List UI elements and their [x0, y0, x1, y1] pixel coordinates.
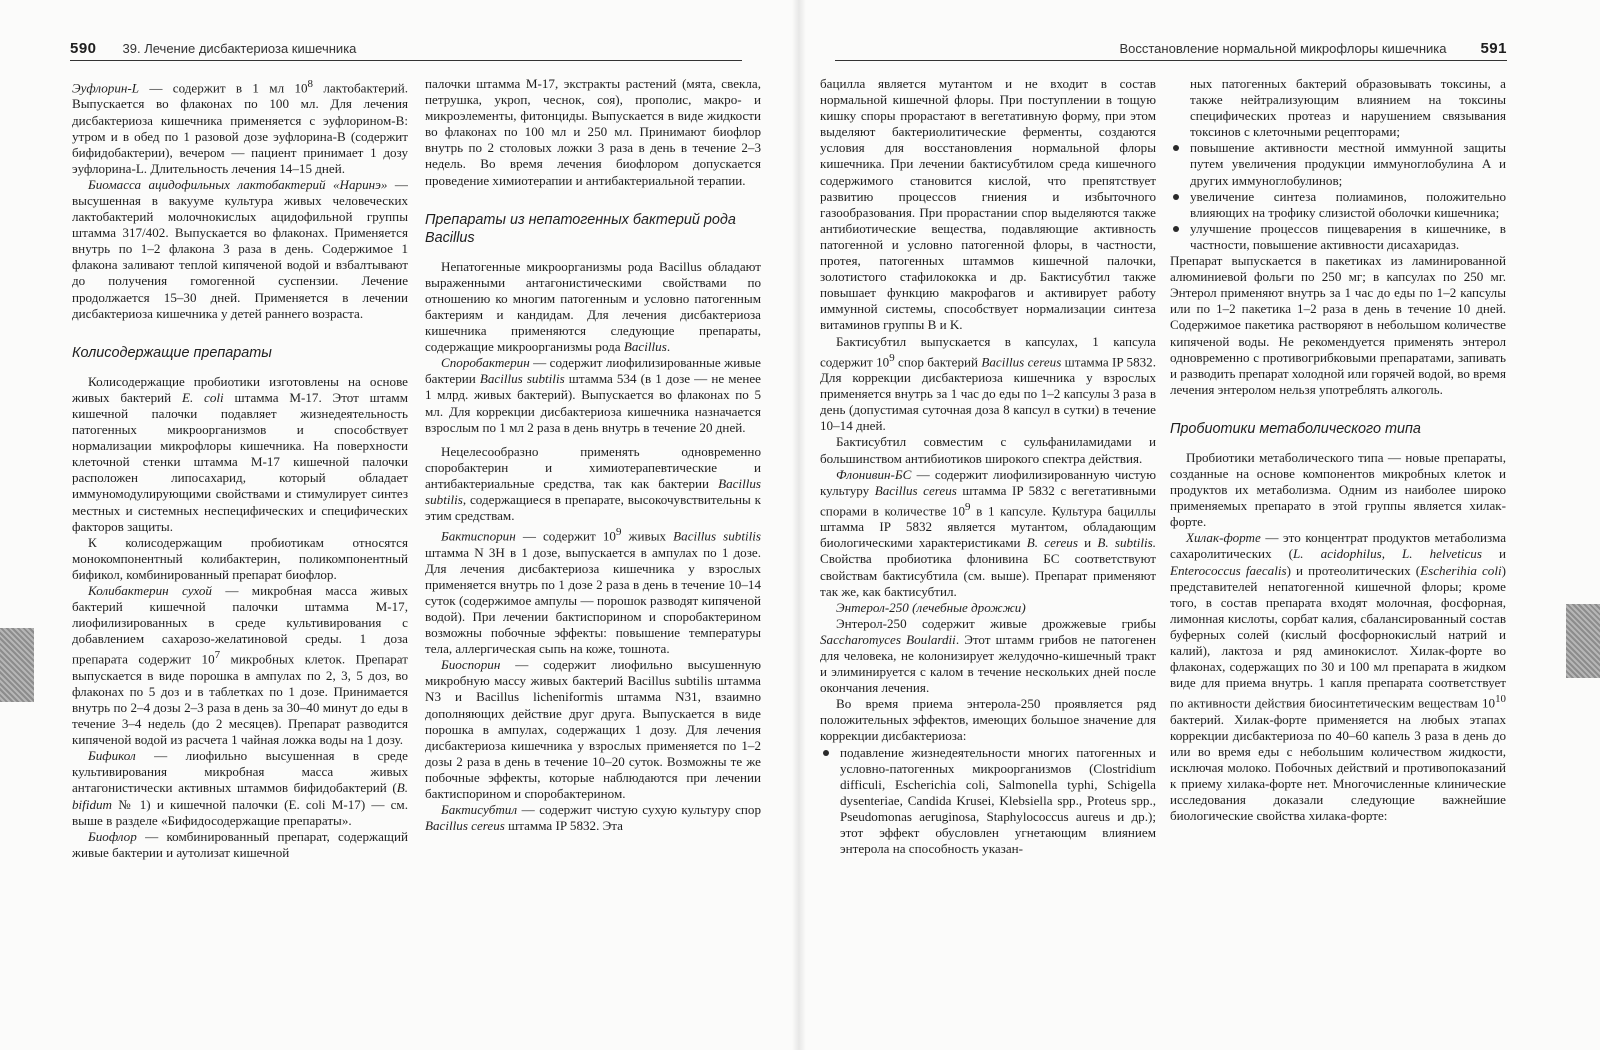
right-thumb-index-tab	[1566, 604, 1600, 678]
paragraph-coli-intro: Колисодержащие пробиотики изготовлены на основе живых бактерий E. coli штамма М-17. Этот штамм кишечной палочки подавляет жизнедеятельность патогенных микроорганизмов и способствует нормализации микрофлоры кишечника. На поверхности клеточной стенки штамма М-17 кишечной палочки расположен липосахарид, который обладает иммуномодулирующими свойствами и стимулирует синтез местных и системных неспецифических и специфических факторов защиты.	[72, 373, 408, 534]
left-thumb-index-tab	[0, 628, 34, 702]
paragraph-bactisubtil-cont: бацилла является мутантом и не входит в состав нормальной кишечной флоры. При поступлении в тощую кишку споры прорастают в вегетативную форму, при этом выделяют бактериолитические ферменты, создаются условия для восстановления нормальной флоры кишечника. При лечении бактисубтилом среда кишечного содержимого становится кислой, что препятствует развитию процессов гниения и избыточного газообразования. При прорастании спор выделяются также антибиотические вещества, подавляющие активность патогенной и условно патогенной флоры, в частности, протея, патогенных штаммов кишечной палочки, золотистого стафилококка и др. Бактисубтил также повышает функцию макрофагов и активирует работу иммунной системы, способствует нормализации синтеза витаминов группы B и K.	[820, 76, 1156, 333]
paragraph-enterol-title: Энтерол-250 (лечебные дрожжи)	[836, 599, 1026, 615]
section-heading-coli: Колисодержащие препараты	[72, 344, 272, 361]
paragraph-sporobacterin-warning: Нецелесообразно применять одновременно споробактерин и химиотерапевтические и антибактериальные средства, так как бактерии Bacillus subtilis, содержащиеся в препарате, высокочувствительны к этим средствам.	[425, 443, 761, 524]
paragraph-coli-list: К колисодержащим пробиотикам относятся монокомпонентный колибактерин, поликомпонентный бификол, комбинированный препарат биофлор.	[72, 534, 408, 582]
paragraph-hilak-forte: Хилак-форте — это концентрат продуктов метаболизма сахаролитических (L. acidophilus, L. helveticus и Enterococcus faecalis) и протеолитических (Escherihia coli) представителей непатогенной кишечной флоры; кроме того, в состав препарата входят молочная, фосфорная, лимонная кислоты, сорбат калия, сбалансированный состав буферных солей (кислый фосфорнокислый натрий и калий), лактоза и ряд аминокислот. Хилак-форте во флаконах, содержащих по 30 и 100 мл препарата в жидком виде для приема внутрь. 1 капля препарата соответствует по активности действия биосинтетическим веществам $10^{10}$ бактерий. Хилак-форте применяется на любых этапах коррекции дисбактериоза по 40–60 капель 3 раза в день до или во время еды с небольшим количеством жидкости, исключая молоко. Побочных действий и противопоказаний к приему хилака-форте нет. Многочисленные клинические исследования доказали следующие важнейшие биологические свойства хилака-форте:	[1170, 530, 1506, 824]
paragraph-enterol-dosage: Препарат выпускается в пакетиках из ламинированной алюминиевой фольги по 250 мг; в капсулах по 250 мг. Энтерол применяют внутрь за 1 час до еды по 1–2 капсулы или по 1–2 пакетика 1–2 раза в день в течение 10 дней. Содержимое пакетика растворяют в небольшом количестве кипяченой воды. Не рекомендуется применять энтерол одновременно с противогрибковыми препаратами, запивать и разводить препарат холодной или горячей водой, во время лечения энтеролом нельзя употреблять алкоголь.	[1170, 253, 1506, 397]
bullet-icon	[1173, 194, 1179, 200]
bullet-text: улучшение процессов пищеварения в кишечнике, в частности, повышение активности дисахаридаз.	[1190, 220, 1506, 252]
text-column-3	[820, 76, 1156, 1034]
bullet-text: подавление жизнедеятельности многих патогенных и условно-патогенных микроорганизмов (Clostridium difficuli, Escherichia coli, Salmonella typhi, Schigella dysenteriae, Candida Krusei, Klebsiella spp., Proteus spp., Pseudomonas aeruginosa, Staphylococcus aureus и др.); этот эффект обусловлен угнетающим влиянием энтерола на способность указан-	[840, 744, 1156, 857]
list-item	[1170, 221, 1506, 253]
left-page-number: 590	[70, 40, 97, 57]
paragraph-bactisubtil: Бактисубтил — содержит чистую сухую культуру спор Bacillus cereus штамма IP 5832. Эта	[425, 802, 761, 834]
paragraph-bacillus-intro: Непатогенные микроорганизмы рода Bacillus обладают выраженными антагонистическими свойствами по отношению ко многим патогенным и условно патогенным бактериям и кандидам. Для лечения дисбактериоза кишечника применяются следующие препараты, содержащие микроорганизмы рода Bacillus.	[425, 258, 761, 355]
enterol-effects-list-cont	[1170, 76, 1506, 253]
list-item	[1170, 76, 1506, 140]
bullet-text: увеличение синтеза полиаминов, положительно влияющих на трофику слизистой оболочки кишечника;	[1190, 188, 1506, 220]
left-page-header	[70, 36, 742, 61]
paragraph-enterol: Энтерол-250 содержит живые дрожжевые грибы Saccharomyces Boulardii. Этот штамм грибов не патогенен для человека, не колонизирует желудочно-кишечный тракт и элиминируется с калом в течение нескольких дней после окончания лечения.	[820, 615, 1156, 696]
paragraph-enterol-effects: Во время приема энтерола-250 проявляется ряд положительных эффектов, имеющих большое значение для коррекции дисбактериоза:	[820, 696, 1156, 744]
text-column-2	[425, 76, 761, 1034]
paragraph-sporobacterin: Споробактерин — содержит лиофилизированные живые бактерии Bacillus subtilis штамма 534 (в 1 дозе — не менее 1 млрд. живых бактерий). Выпускается во флаконах по 5 мл. Для коррекции дисбактериоза кишечника назначается взрослым по 1 мл 2 раза в день внутрь в течение 20 дней.	[425, 355, 761, 435]
paragraph-biosporin: Биоспорин — содержит лиофильно высушенную микробную массу живых бактерий Bacillus subtilis штамма N3 и Bacillus licheniformis штамма N31, взаимно дополняющих действие друг друга. Выпускается в виде порошка в ампулах, содержащих 1 дозу. Для лечения дисбактериоза кишечника у взрослых применяется по 1–2 дозы 2 раза в день в течение 10–20 суток. Возможны те же побочные эффекты, которые наблюдаются при лечении бактиспорином и споробактерином.	[425, 657, 761, 802]
paragraph-metabolic-intro: Пробиотики метаболического типа — новые препараты, созданные на основе компонентов микробных клеток и продуктов их метаболизма. Одним из наиболее широко применяемых препарато в этой группы является хилак-форте.	[1170, 449, 1506, 530]
enterol-effects-list	[820, 745, 1156, 858]
list-item	[1170, 140, 1506, 188]
paragraph-bificol: Бификол — лиофильно высушенная в среде культивирования микробная масса живых антагонистически активных штаммов бифидобактерий (B. bifidum № 1) и кишечной палочки (E. coli M-17) — см. выше в разделе «Бифидосодержащие препараты».	[72, 748, 408, 828]
bullet-text: ных патогенных бактерий образовывать токсины, а также нейтрализующим влиянием на токсины специфических протеаз и нарушением связывания токсинов с клеточными рецепторами;	[1190, 76, 1506, 140]
paragraph-colibacterin: Колибактерин сухой — микробная масса живых бактерий кишечной палочки штамма М-17, лиофилизированных в среде культивирования с добавлением сахарозо-желатиновой среды. 1 доза препарата содержит $10^7$ микробных клеток. Препарат выпускается в виде порошка в ампулах по 2, 3, 5 доз, во флаконах по 5 доз и в таблетках по 1 дозе. Принимается внутрь по 2–4 дозы 2–3 раза в день за 30–40 минут до еды в течение 3–4 недель (до 2 месяцев). Препарат разводится кипяченой водой из расчета 1 чайная ложка воды на 1 дозу.	[72, 582, 408, 748]
list-item	[1170, 189, 1506, 221]
section-heading-bacillus: Препараты из непатогенных бактерий рода Bacillus	[425, 211, 736, 246]
bullet-text: повышение активности местной иммунной защиты путем увеличения продукции иммуноглобулина A и других иммуноглобулинов;	[1190, 140, 1506, 188]
paragraph-flonivin: Флонивин-БС — содержит лиофилизированную чистую культуру Bacillus cereus штамма IP 5832 с вегетативными спорами в количестве $10^9$ в 1 капсуле. Культура бациллы штамма IP 5832 является мутантом, обладающим биологическими характеристиками B. cereus и B. subtilis. Свойства пробиотика флонивина БС соответствуют свойствам бактисубтила (см. выше). Препарат применяют так же, как бактисубтил.	[820, 466, 1156, 599]
section-heading-metabolic: Пробиотики метаболического типа	[1170, 420, 1421, 437]
list-item	[820, 745, 1156, 858]
text-column-1	[72, 76, 408, 1034]
text-column-4	[1170, 76, 1506, 1034]
right-page-header	[835, 36, 1507, 61]
paragraph-bactisubtil-compat: Бактисубтил совместим с сульфаниламидами и большинством антибиотиков широкого спектра действия.	[820, 434, 1156, 466]
bullet-icon	[1173, 226, 1179, 232]
paragraph-bioflor: Биофлор — комбинированный препарат, содержащий живые бактерии и аутолизат кишечной	[72, 828, 408, 860]
right-running-title: Восстановление нормальной микрофлоры кишечника	[1119, 41, 1447, 56]
paragraph-narine: Биомасса ацидофильных лактобактерий «Наринэ» — высушенная в вакууме культура живых человеческих лактобактерий молочнокислых ацидофильной группы штамма 317/402. Выпускается во флаконах. Применяется внутрь по 1–2 флакона 3 раза в день. Содержимое 1 флакона заливают теплой кипяченой водой и взбалтывают до получения гомогенной суспензии. Лечение продолжается 15–30 дней. Применяется в лечении дисбактериоза кишечника у детей раннего возраста.	[72, 176, 408, 321]
bullet-icon	[823, 750, 829, 756]
paragraph-euflorin: Эуфлорин-L — содержит в 1 мл $10^8$ лактобактерий. Выпускается во флаконах по 100 мл. Для лечения дисбактериоза кишечника применяется с эуфлорином-B: утром и в обед по 1 разовой дозе эуфлорина-B (содержит бифидобактерии), вечером — пациент принимает 1 дозу эуфлорина-L. Длительность лечения 14–15 дней.	[72, 78, 408, 176]
bullet-icon	[1173, 145, 1179, 151]
paragraph-bactisporin: Бактиспорин — содержит $10^9$ живых Bacillus subtilis штамма N 3H в 1 дозе, выпускается в ампулах по 1 дозе. Для лечения дисбактериоза кишечника у взрослых применяется внутрь по 1 дозе 2 раза в день в течение 10–14 суток (содержимое ампулы — порошок разводят кипяченой водой). При лечении бактиспорином и споробактерином возможны побочные эффекты: повышение температуры тела, аллергическая сыпь на коже, тошнота.	[425, 526, 761, 657]
right-page-number: 591	[1480, 40, 1507, 57]
paragraph-bioflor-cont: палочки штамма М-17, экстракты растений (мята, свекла, петрушка, укроп, чеснок, соя), прополис, макро- и микроэлементы, фитонциды. Выпускается в виде жидкости во флаконах по 100 мл и 250 мл. Принимают биофлор внутрь по 2 столовых ложки 3 раза в день в течение 2–3 недель. Во время лечения биофлором допускается проведение химиотерапии и антибактериальной терапии.	[425, 76, 761, 188]
book-gutter-shadow	[792, 0, 806, 1050]
paragraph-bactisubtil-capsules: Бактисубтил выпускается в капсулах, 1 капсула содержит $10^9$ спор бактерий Bacillus cereus штамма IP 5832. Для коррекции дисбактериоза кишечника у взрослых применяется внутрь за 1 час до еды по 1–2 капсулы 3 раза в день (допустимая суточная доза 8 капсул в сутки) в течение 10–14 дней.	[820, 333, 1156, 434]
left-running-title: 39. Лечение дисбактериоза кишечника	[122, 41, 357, 56]
